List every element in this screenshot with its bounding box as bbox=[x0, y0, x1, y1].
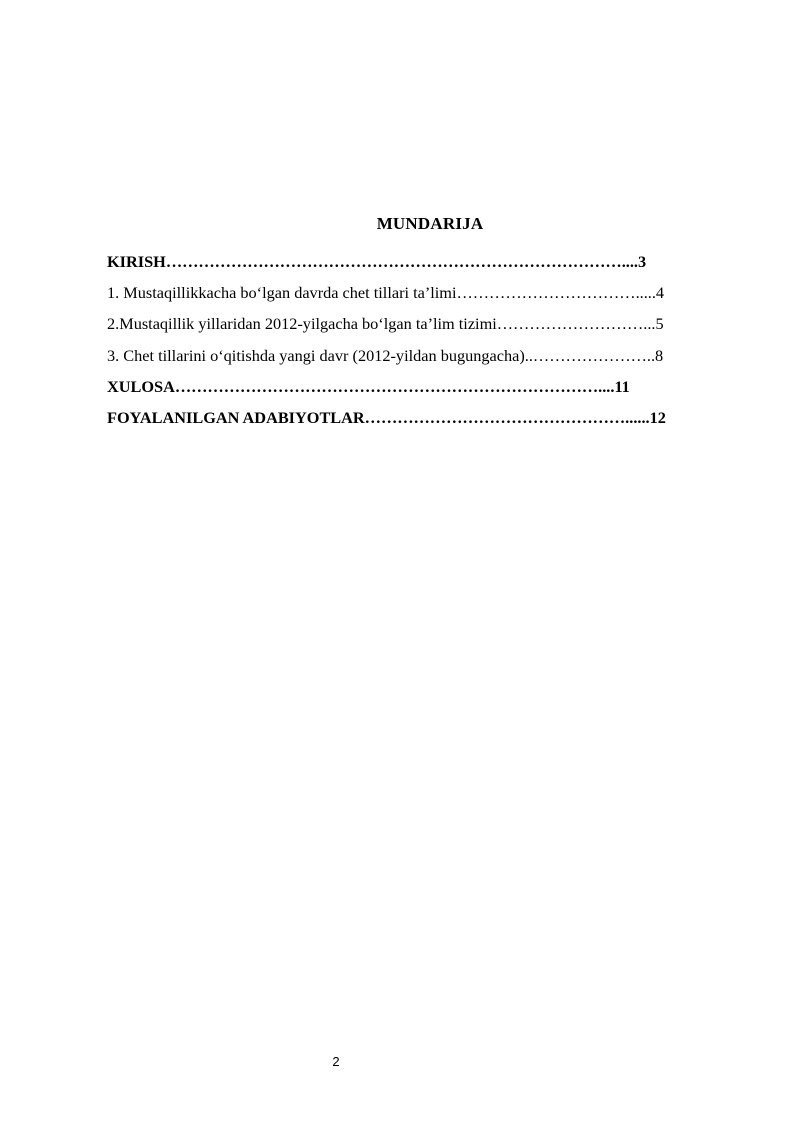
page-number: 2 bbox=[332, 1054, 340, 1069]
toc-entry-xulosa: XULOSA……………………………………………………………………....11 bbox=[107, 376, 630, 396]
toc-entry-adabiyotlar: FOYALANILGAN ADABIYOTLAR…………………………………………......12 bbox=[107, 407, 666, 427]
table-of-contents bbox=[107, 246, 750, 433]
page-title: MUNDARIJA bbox=[376, 214, 484, 233]
toc-entry-1: 1. Mustaqillikkacha bo‘lgan davrda chet tillari ta’limi…………………………….....4 bbox=[107, 283, 665, 303]
toc-entry-2: 2.Mustaqillik yillaridan 2012-yilgacha bo‘lgan ta’lim tizimi………………………...5 bbox=[107, 314, 664, 334]
toc-entry-3: 3. Chet tillarini o‘qitishda yangi davr (2012-yildan bugungacha)..…………………..8 bbox=[107, 345, 664, 365]
toc-entry-kirish: KIRISH…………………………………………………………………………....3 bbox=[107, 252, 647, 271]
